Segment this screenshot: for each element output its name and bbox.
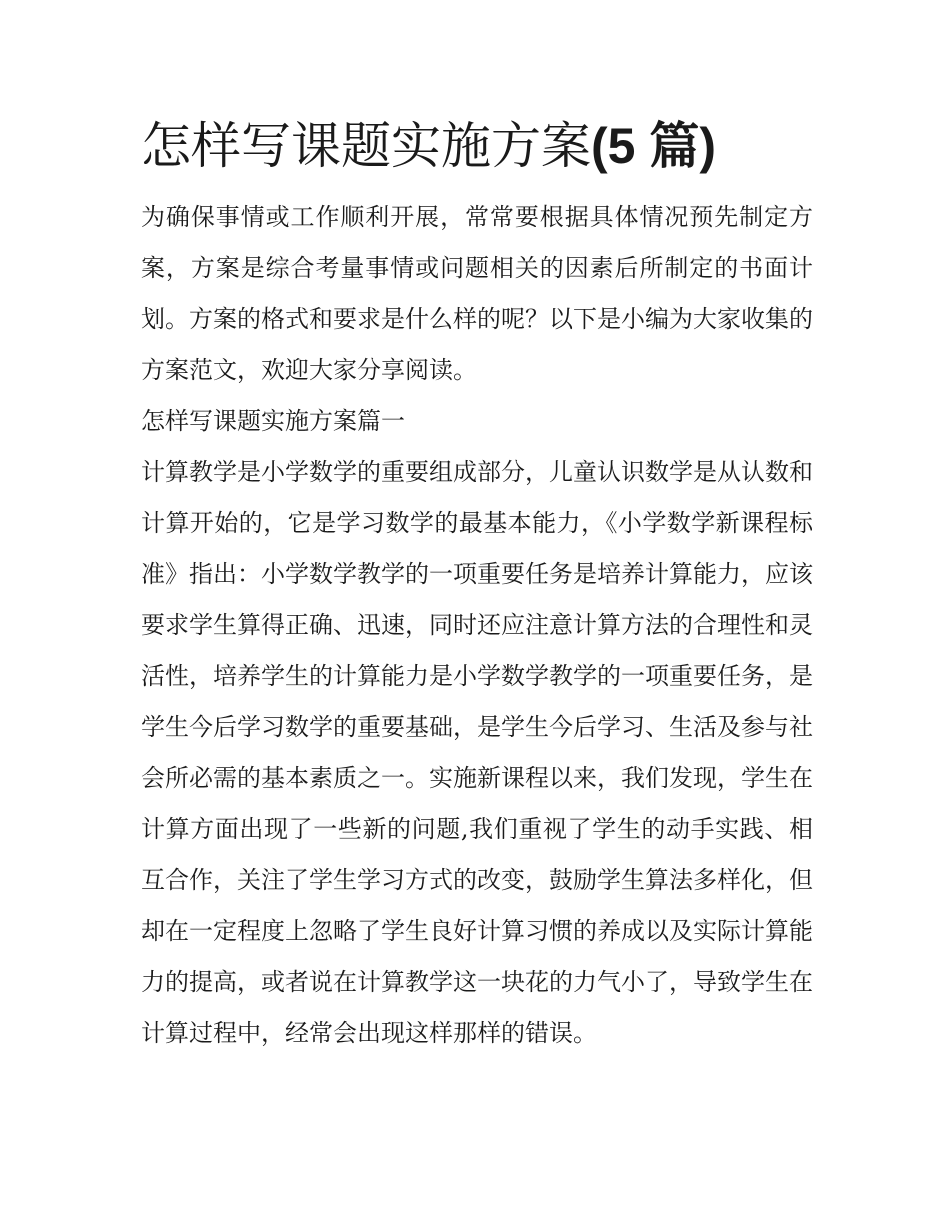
section-paragraph: 计算教学是小学数学的重要组成部分，儿童认识数学是从认数和计算开始的，它是学习数学的最基本能力，《小学数学新课程标准》指出：小学数学教学的一项重要任务是培养计算能力，应该要求学生算得正确、迅速，同时还应注意计算方法的合理性和灵活性，培养学生的计算能力是小学数学教学的一项重要任务，是学生今后学习数学的重要基础，是学生今后学习、生活及参与社会所必需的基本素质之一。实施新课程以来，我们发现，学生在计算方面出现了一些新的问题,我们重视了学生的动手实践、相互合作，关注了学生学习方式的改变，鼓励学生算法多样化，但却在一定程度上忽略了学生良好计算习惯的养成以及实际计算能力的提高，或者说在计算教学这一块花的力气小了，导致学生在计算过程中，经常会出现这样那样的错误。 (141, 458, 813, 1047)
document-content (141, 110, 813, 1059)
document-title (141, 110, 813, 182)
intro-paragraph: 为确保事情或工作顺利开展，常常要根据具体情况预先制定方案，方案是综合考量事情或问题相关的因素后所制定的书面计划。方案的格式和要求是什么样的呢？以下是小编为大家收集的方案范文，欢迎大家分享阅读。 (141, 203, 813, 384)
title-count: (5 篇) (591, 118, 716, 174)
section-heading: 怎样写课题实施方案篇一 (141, 407, 405, 435)
title-main: 怎样写课题实施方案 (141, 117, 591, 175)
